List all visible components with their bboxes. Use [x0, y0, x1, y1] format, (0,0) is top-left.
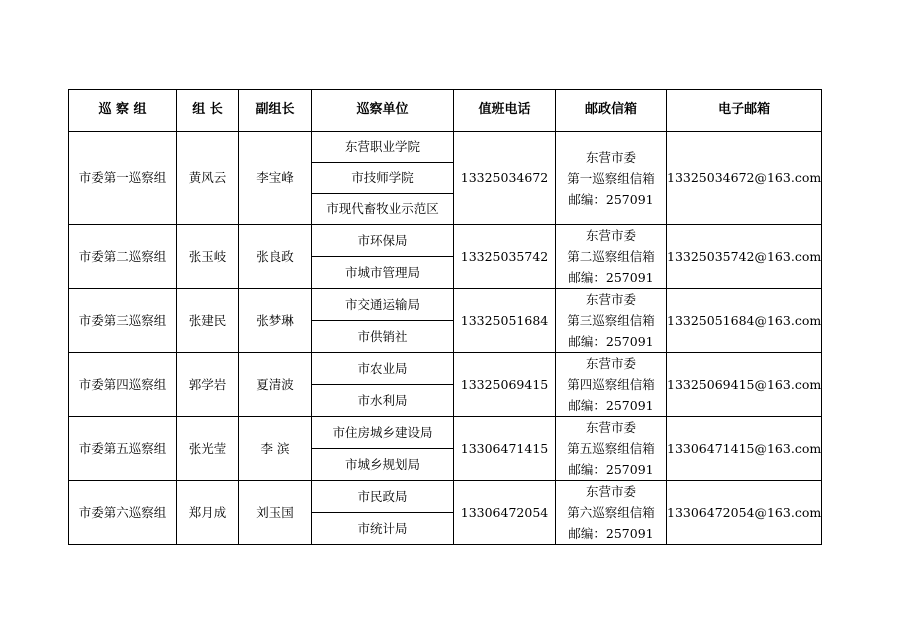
header-deputy: 副组长 [239, 90, 312, 132]
inspected-unit-cell: 东营职业学院 [312, 132, 454, 163]
duty-phone-cell: 13325051684 [454, 289, 556, 353]
mailbox-line: 邮编：257091 [568, 334, 654, 349]
group-name-cell: 市委第六巡察组 [69, 481, 177, 545]
mailbox-line: 东营市委 [585, 420, 636, 435]
table-row [69, 289, 822, 321]
group-name-cell: 市委第二巡察组 [69, 225, 177, 289]
mailbox-line: 东营市委 [585, 484, 636, 499]
email-cell: 13306471415@163.com [667, 417, 822, 481]
mailbox-line: 第四巡察组信箱 [567, 377, 655, 392]
table-row [69, 353, 822, 385]
postal-mailbox-cell [556, 353, 667, 417]
mailbox-line: 东营市委 [585, 228, 636, 243]
group-deputy-cell: 夏清波 [239, 353, 312, 417]
inspected-unit-cell: 市供销社 [312, 321, 454, 353]
email-cell: 13325069415@163.com [667, 353, 822, 417]
inspected-unit-cell: 市水利局 [312, 385, 454, 417]
duty-phone-cell: 13325035742 [454, 225, 556, 289]
header-phone: 值班电话 [454, 90, 556, 132]
inspected-unit-cell: 市环保局 [312, 225, 454, 257]
inspected-unit-cell: 市技师学院 [312, 163, 454, 194]
mailbox-line: 东营市委 [585, 149, 636, 165]
mailbox-line: 东营市委 [585, 292, 636, 307]
header-email: 电子邮箱 [667, 90, 822, 132]
mailbox-line: 第三巡察组信箱 [567, 313, 655, 328]
postal-mailbox-cell [556, 289, 667, 353]
header-row [69, 90, 822, 132]
email-cell: 13325051684@163.com [667, 289, 822, 353]
group-name-cell: 市委第三巡察组 [69, 289, 177, 353]
group-deputy-cell: 张良政 [239, 225, 312, 289]
table-row [69, 132, 822, 163]
inspection-group-table [68, 89, 822, 545]
header-group: 巡 察 组 [69, 90, 177, 132]
email-cell: 13325035742@163.com [667, 225, 822, 289]
mailbox-line: 第五巡察组信箱 [567, 441, 655, 456]
group-deputy-cell: 张梦琳 [239, 289, 312, 353]
duty-phone-cell: 13306471415 [454, 417, 556, 481]
group-leader-cell: 郑月成 [177, 481, 239, 545]
inspected-unit-cell: 市统计局 [312, 513, 454, 545]
email-cell: 13306472054@163.com [667, 481, 822, 545]
group-name-cell: 市委第五巡察组 [69, 417, 177, 481]
mailbox-line: 邮编：257091 [568, 270, 654, 285]
mailbox-line: 第一巡察组信箱 [567, 170, 655, 186]
header-leader: 组 长 [177, 90, 239, 132]
inspected-unit-cell: 市民政局 [312, 481, 454, 513]
group-leader-cell: 郭学岩 [177, 353, 239, 417]
postal-mailbox-cell [556, 481, 667, 545]
group-name-cell: 市委第四巡察组 [69, 353, 177, 417]
group-name-cell: 市委第一巡察组 [69, 132, 177, 225]
header-unit: 巡察单位 [312, 90, 454, 132]
inspected-unit-cell: 市城市管理局 [312, 257, 454, 289]
group-leader-cell: 张玉岐 [177, 225, 239, 289]
table-row [69, 417, 822, 449]
group-deputy-cell: 李 滨 [239, 417, 312, 481]
group-leader-cell: 张建民 [177, 289, 239, 353]
header-mailbox: 邮政信箱 [556, 90, 667, 132]
inspected-unit-cell: 市现代畜牧业示范区 [312, 194, 454, 225]
mailbox-line: 邮编：257091 [568, 526, 654, 541]
mailbox-line: 邮编：257091 [568, 462, 654, 477]
postal-mailbox-cell [556, 132, 667, 225]
inspected-unit-cell: 市农业局 [312, 353, 454, 385]
mailbox-line: 邮编：257091 [568, 398, 654, 413]
group-deputy-cell: 李宝峰 [239, 132, 312, 225]
postal-mailbox-cell [556, 417, 667, 481]
group-leader-cell: 黄风云 [177, 132, 239, 225]
mailbox-line: 第六巡察组信箱 [567, 505, 655, 520]
inspected-unit-cell: 市住房城乡建设局 [312, 417, 454, 449]
mailbox-line: 东营市委 [585, 356, 636, 371]
duty-phone-cell: 13325069415 [454, 353, 556, 417]
postal-mailbox-cell [556, 225, 667, 289]
duty-phone-cell: 13306472054 [454, 481, 556, 545]
mailbox-line: 第二巡察组信箱 [567, 249, 655, 264]
table-body [69, 132, 822, 545]
inspected-unit-cell: 市交通运输局 [312, 289, 454, 321]
duty-phone-cell: 13325034672 [454, 132, 556, 225]
mailbox-line: 邮编：257091 [568, 191, 654, 207]
table-row [69, 481, 822, 513]
inspected-unit-cell: 市城乡规划局 [312, 449, 454, 481]
table-row [69, 225, 822, 257]
group-leader-cell: 张光莹 [177, 417, 239, 481]
email-cell: 13325034672@163.com [667, 132, 822, 225]
group-deputy-cell: 刘玉国 [239, 481, 312, 545]
